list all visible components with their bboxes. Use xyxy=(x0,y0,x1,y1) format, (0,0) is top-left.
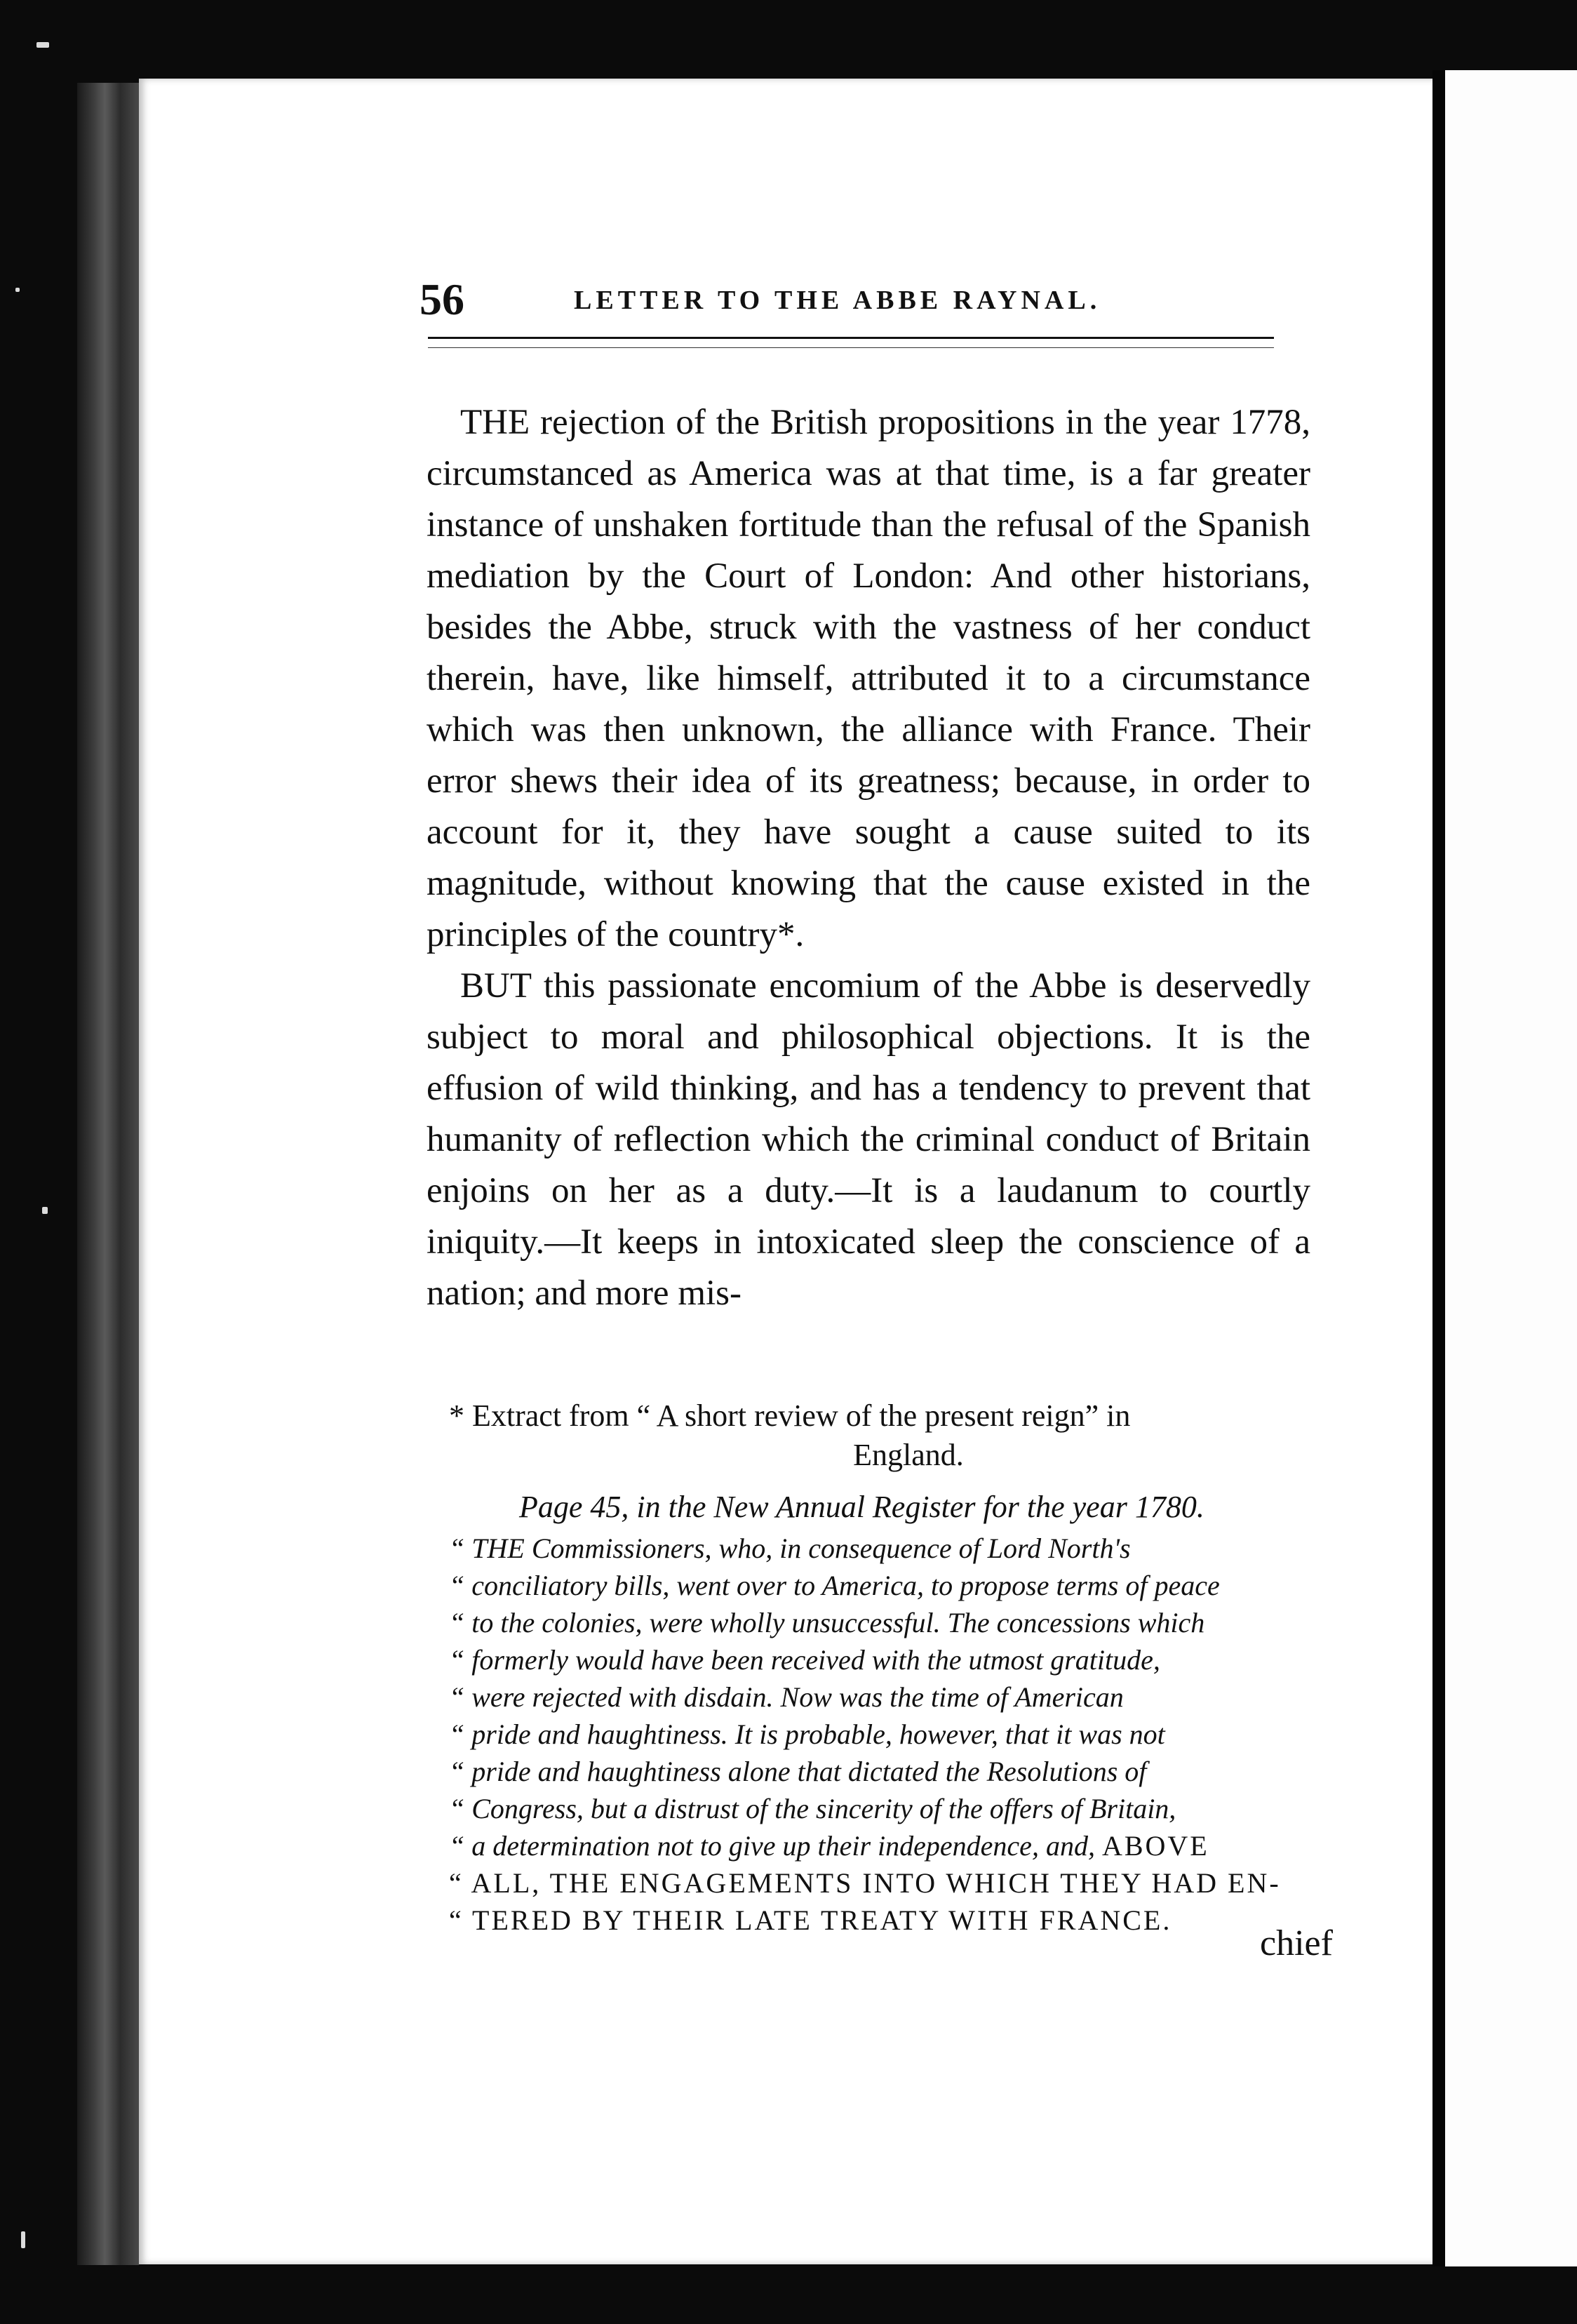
quote-line: “ Congress, but a distrust of the sincerity of the offers of Britain, xyxy=(449,1793,1176,1824)
quote-caps-line: “ TERED BY THEIR LATE TREATY WITH FRANCE. xyxy=(449,1904,1172,1936)
footnote xyxy=(449,1396,1326,1939)
quote-caps-line: “ ALL, THE ENGAGEMENTS INTO WHICH THEY HAD EN- xyxy=(449,1867,1281,1899)
running-title: LETTER TO THE ABBE RAYNAL. xyxy=(574,286,1101,315)
footnote-extract xyxy=(449,1396,1326,1475)
paragraph: THE rejection of the British propositions in the year 1778, circumstanced as America was at that time, is a far greater instance of unshaken fortitude than the refusal of the Spanish mediation by the Court of London: And other historians, besides the Abbe, struck with the vastness of her conduct therein, have, like himself, attributed it to a circumstance which was then unknown, the alliance with France. Their error shews their idea of its greatness; because, in order to account for it, they have sought a cause suited to its magnitude, without knowing that the cause existed in the principles of the country*. xyxy=(427,403,1310,954)
running-head xyxy=(420,275,1282,324)
quote-line: “ THE Commissioners, who, in consequence of Lord North's xyxy=(449,1532,1131,1564)
main-text xyxy=(427,397,1310,1319)
quote-line: “ conciliatory bills, went over to America, to propose terms of peace xyxy=(449,1570,1220,1601)
book-binding-edge xyxy=(77,83,139,2265)
quote-line: “ pride and haughtiness. It is probable, however, that it was not xyxy=(449,1718,1165,1750)
footnote-quotation xyxy=(449,1530,1326,1939)
quote-line: “ were rejected with disdain. Now was the time of American xyxy=(449,1681,1124,1713)
scan-speck xyxy=(15,288,20,292)
paragraph: BUT this passionate encomium of the Abbe is deservedly subject to moral and philosophical objections. It is the effusion of wild thinking, and has a tendency to prevent that humanity of reflection which the criminal conduct of Britain enjoins on her as a duty.—It is a laudanum to courtly iniquity.—It keeps in intoxicated sleep the conscience of a nation; and more mis- xyxy=(427,966,1310,1313)
facing-page-edge xyxy=(1432,70,1577,2266)
scan-speck xyxy=(36,42,49,48)
footnote-page-reference: Page 45, in the New Annual Register for the year 1780. xyxy=(519,1490,1204,1524)
scan-speck xyxy=(21,2231,25,2248)
catchword: chief xyxy=(1260,1923,1333,1963)
page-number: 56 xyxy=(420,274,464,324)
quote-caps: ABOVE xyxy=(1101,1830,1209,1862)
quote-line: “ to the colonies, were wholly unsuccessful. The concessions which xyxy=(449,1607,1205,1638)
quote-line: “ pride and haughtiness alone that dictated the Resolutions of xyxy=(449,1756,1147,1787)
header-rule xyxy=(428,337,1274,348)
quote-line-italic: “ a determination not to give up their independence, and, xyxy=(449,1830,1095,1862)
scan-speck xyxy=(42,1207,48,1214)
footnote-extract-line: * Extract from “ A short review of the present reign” in xyxy=(449,1398,1131,1433)
quote-line: “ formerly would have been received with the utmost gratitude, xyxy=(449,1644,1160,1676)
quote-line xyxy=(449,1827,1326,1864)
footnote-extract-continuation: England. xyxy=(853,1438,964,1472)
